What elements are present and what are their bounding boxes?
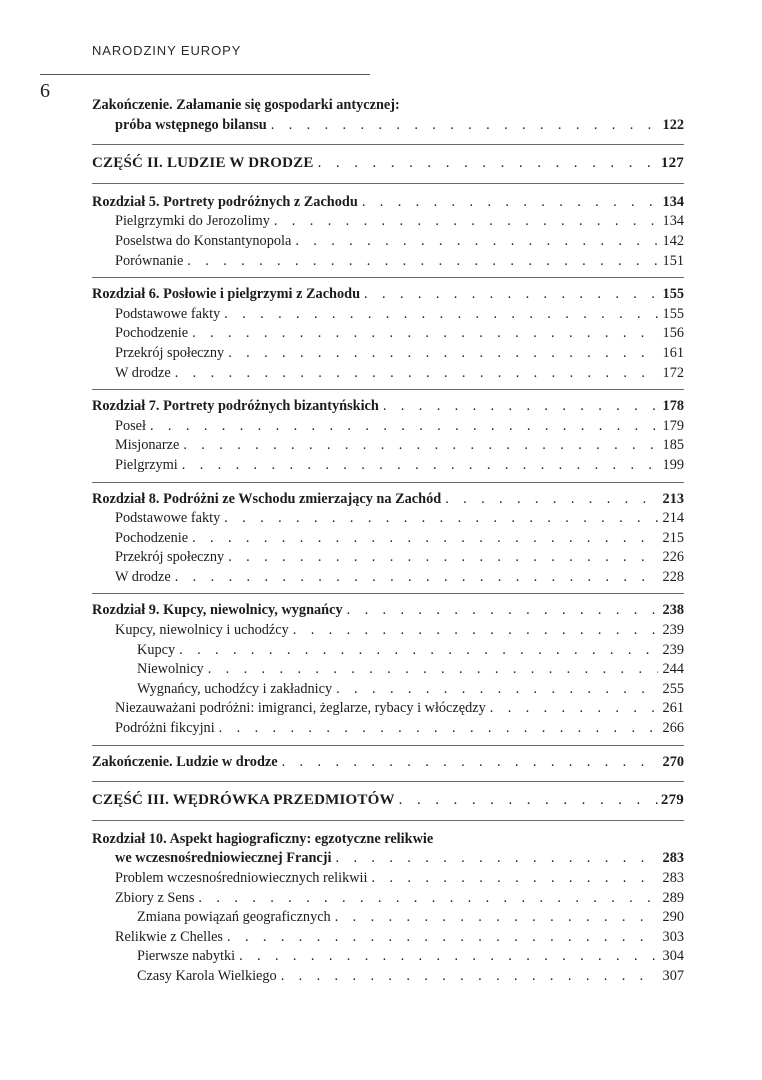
toc-page: 214 [662,510,684,527]
toc-title: Pielgrzymi [115,456,178,473]
toc-title: W drodze [115,568,171,585]
toc-page: 213 [662,490,684,507]
toc-title: Pochodzenie [115,529,189,546]
toc-item [92,252,684,272]
toc-title: Niezauważani podróżni: imigranci, żeglarze, rybacy i włóczędzy [115,700,486,717]
toc-page: 215 [662,529,684,546]
toc-title: Kupcy [137,641,176,658]
toc-item [92,344,684,364]
table-of-contents [92,96,684,987]
toc-title: Kupcy, niewolnicy i uchodźcy [115,622,289,639]
dot-leader [171,568,658,588]
toc-chapter-5 [92,193,684,213]
toc-subitem [92,967,684,987]
dot-leader [178,456,658,476]
dot-leader [441,490,658,510]
toc-title: Niewolnicy [137,661,204,678]
toc-page: 238 [662,602,684,619]
toc-item [92,529,684,549]
dot-leader [395,791,658,811]
toc-page: 142 [662,232,684,249]
divider [92,389,684,390]
dot-leader [194,889,658,909]
toc-page: 151 [662,252,684,269]
toc-title: Zbiory z Sens [115,889,195,906]
toc-title: próba wstępnego bilansu [115,116,267,133]
toc-title: Porównanie [115,252,184,269]
toc-title: Relikwie z Chelles [115,928,223,945]
divider [92,482,684,483]
dot-leader [223,928,658,948]
toc-page: 179 [662,417,684,434]
divider [92,820,684,821]
dot-leader [332,849,658,869]
dot-leader [220,305,658,325]
toc-chapter-8 [92,490,684,510]
toc-chapter-6 [92,285,684,305]
toc-title: Problem wczesnośredniowiecznych relikwii [115,870,368,886]
dot-leader [215,719,658,739]
toc-title: Podstawowe fakty [115,510,221,527]
toc-title: Rozdział 8. Podróżni ze Wschodu zmierzający na Zachód [92,490,442,507]
toc-page: 283 [662,850,684,867]
toc-part-2 [92,154,684,174]
toc-chapter-7 [92,397,684,417]
divider [92,183,684,184]
divider [92,593,684,594]
toc-subitem [92,660,684,680]
toc-title: Przekrój społeczny [115,344,225,361]
toc-title: Pochodzenie [115,325,189,342]
dot-leader [289,621,658,641]
toc-item [92,436,684,456]
dot-leader [331,908,658,928]
dot-leader [224,344,658,364]
toc-item [92,417,684,437]
dot-leader [179,436,658,456]
toc-subitem [92,947,684,967]
divider [92,745,684,746]
dot-leader [379,397,658,417]
dot-leader [358,193,658,213]
toc-entry-conclusion-1 [92,116,684,136]
toc-title: CZĘŚĆ III. WĘDRÓWKA PRZEDMIOTÓW [92,792,395,809]
toc-page: 239 [662,622,684,639]
dot-leader [343,601,658,621]
toc-title: Podstawowe fakty [115,305,221,322]
dot-leader [360,285,658,305]
toc-item [92,889,684,909]
toc-title: Czasy Karola Wielkiego [137,967,277,984]
toc-page: 122 [662,116,684,133]
dot-leader [171,364,658,384]
dot-leader [224,548,658,568]
dot-leader [291,232,658,252]
toc-title: Rozdział 5. Portrety podróżnych z Zachodu [92,193,358,210]
toc-page: 156 [662,325,684,342]
toc-page: 239 [662,641,684,658]
toc-page: 307 [662,967,684,984]
toc-item [92,364,684,384]
dot-leader [332,680,658,700]
toc-title: Rozdział 7. Portrety podróżnych bizantyńskich [92,398,379,415]
toc-page: 155 [662,286,684,303]
toc-page: 304 [662,948,684,965]
toc-page: 290 [662,909,684,926]
toc-page: 161 [662,344,684,361]
toc-item [92,869,684,889]
page-number: 6 [40,80,50,102]
toc-page: 228 [662,568,684,585]
toc-title: we wczesnośredniowiecznej Francji [115,850,332,867]
toc-title: Zmiana powiązań geograficznych [137,909,331,926]
toc-page: 255 [662,680,684,697]
toc-subitem [92,680,684,700]
toc-item [92,719,684,739]
dot-leader [267,116,658,136]
toc-title: Przekrój społeczny [115,549,225,566]
toc-title: W drodze [115,364,171,381]
toc-subitem [92,908,684,928]
dot-leader [204,660,658,680]
toc-page: 289 [662,889,684,906]
toc-page: 185 [662,437,684,454]
divider [92,781,684,782]
toc-page: 226 [662,549,684,566]
toc-entry-conclusion-2 [92,753,684,773]
dot-leader [175,641,658,661]
toc-page: 127 [660,155,684,172]
toc-page: 155 [662,305,684,322]
dot-leader [188,324,658,344]
toc-title: Misjonarze [115,437,180,454]
toc-title: CZĘŚĆ II. LUDZIE W DRODZE [92,155,314,172]
toc-page: 279 [660,792,684,809]
toc-item [92,305,684,325]
toc-page: 283 [662,870,684,886]
toc-chapter-9 [92,601,684,621]
dot-leader [220,509,658,529]
dot-leader [368,869,659,889]
toc-item [92,456,684,476]
toc-part-3 [92,791,684,811]
toc-page: 134 [662,193,684,210]
toc-item [92,621,684,641]
toc-title: Rozdział 6. Posłowie i pielgrzymi z Zachodu [92,286,361,303]
toc-page: 303 [662,928,684,945]
toc-title: Rozdział 9. Kupcy, niewolnicy, wygnańcy [92,602,343,619]
divider [92,144,684,145]
toc-item [92,212,684,232]
dot-leader [270,212,658,232]
toc-page: 172 [662,364,684,381]
toc-page: 199 [662,456,684,473]
toc-item [92,548,684,568]
toc-page: 134 [662,213,684,230]
toc-title: Podróżni fikcyjni [115,720,215,737]
header-rule [40,74,370,75]
toc-page: 261 [662,700,684,717]
toc-page: 178 [662,398,684,415]
toc-item [92,509,684,529]
toc-title: Poselstwa do Konstantynopola [115,232,292,249]
toc-page: 244 [662,661,684,678]
toc-item [92,232,684,252]
running-head: NARODZINY EUROPY [92,43,242,58]
toc-item [92,568,684,588]
toc-title: Pielgrzymki do Jerozolimy [115,213,270,230]
toc-title: Pierwsze nabytki [137,948,236,965]
divider [92,277,684,278]
dot-leader [235,947,658,967]
dot-leader [277,967,658,987]
dot-leader [314,154,658,174]
dot-leader [278,753,658,773]
toc-entry-conclusion-1-line1: Zakończenie. Załamanie się gospodarki antycznej: [92,97,400,113]
toc-title: Poseł [115,417,146,434]
toc-title: Zakończenie. Ludzie w drodze [92,753,278,770]
toc-item [92,324,684,344]
dot-leader [146,417,658,437]
toc-page: 270 [662,753,684,770]
dot-leader [183,252,658,272]
toc-subitem [92,641,684,661]
dot-leader [188,529,658,549]
toc-item [92,699,684,719]
toc-chapter-10 [92,849,684,869]
toc-title: Wygnańcy, uchodźcy i zakładnicy [137,680,333,697]
toc-item [92,928,684,948]
toc-chapter-10-line1: Rozdział 10. Aspekt hagiograficzny: egzotyczne relikwie [92,830,434,847]
dot-leader [486,699,658,719]
toc-page: 266 [662,720,684,737]
